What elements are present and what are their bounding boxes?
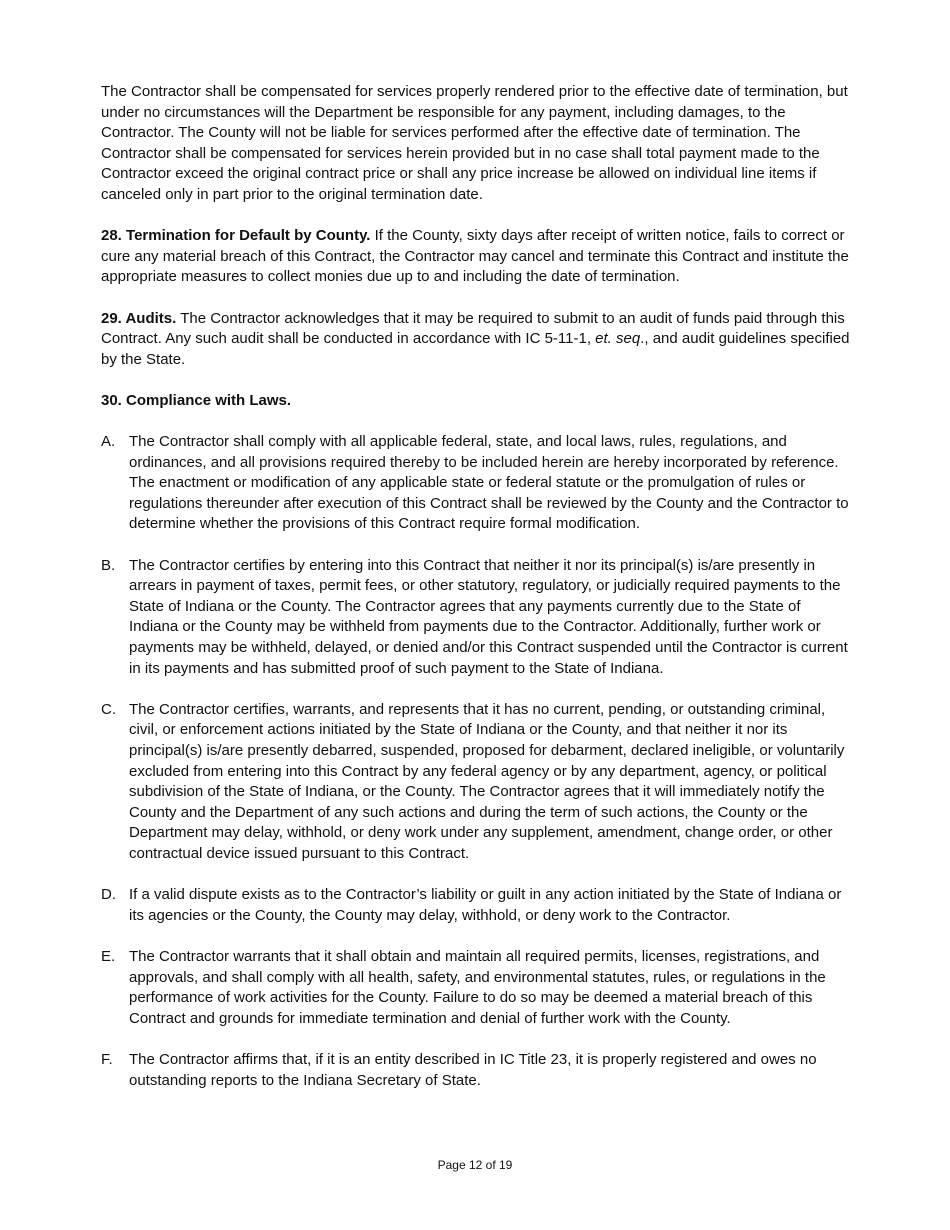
section-29 — [101, 309, 853, 371]
list-text: If a valid dispute exists as to the Contractor’s liability or guilt in any action initiated by the State of Indiana or its agencies or the County, the County may delay, withhold, or deny work to the Contractor. — [129, 886, 842, 924]
list-text: The Contractor certifies, warrants, and represents that it has no current, pending, or outstanding criminal, civil, or enforcement actions initiated by the State of Indiana or the County, and that neither it nor its principal(s) is/are presently debarred, suspended, proposed for debarment, declared ineligible, or voluntarily excluded from entering into this Contract by any federal agency or by any department, agency, or political subdivision of the State of Indiana, or the County. The Contractor agrees that it will immediately notify the County and the Department of any such actions and during the term of such actions, the County or the Department may delay, withhold, or deny work under any supplement, amendment, change order, or other contractual device issued pursuant to this Contract. — [129, 700, 845, 862]
list-item-e — [101, 947, 853, 1029]
section-29-body-b: ., and audit guidelines specified by the State. — [101, 330, 850, 368]
list-item-b — [101, 556, 853, 680]
section-28-heading: 28. Termination for Default by County. — [101, 227, 371, 245]
section-28 — [101, 226, 853, 288]
list-item-f — [101, 1050, 853, 1091]
list-text: The Contractor affirms that, if it is an entity described in IC Title 23, it is properly registered and owes no outstanding reports to the Indiana Secretary of State. — [129, 1050, 817, 1089]
section-28-body: If the County, sixty days after receipt of written notice, fails to correct or cure any material breach of this Contract, the Contractor may cancel and terminate this Contract and institute the appropriate measures to collect monies due up to and including the date of termination. — [101, 227, 849, 286]
list-letter: F. — [101, 1050, 113, 1068]
list-text: The Contractor shall comply with all applicable federal, state, and local laws, rules, regulations, and ordinances, and all provisions required thereby to be included herein are hereby incorporated by reference. The enactment or modification of any applicable state or federal statute or the promulgation of rules or regulations thereunder after execution of this Contract shall be reviewed by the County and the Contractor to determine whether the provisions of this Contract require formal modification. — [129, 433, 849, 533]
page-number: Page 12 of 19 — [437, 1158, 513, 1172]
list-item-c — [101, 700, 853, 865]
section-29-body-a: The Contractor acknowledges that it may be required to submit to an audit of funds paid through this Contract. Any such audit shall be conducted in accordance with IC 5-11-1, — [101, 309, 845, 348]
section-30-heading: 30. Compliance with Laws. — [101, 391, 292, 409]
list-text: The Contractor certifies by entering into this Contract that neither it nor its principal(s) is/are presently in arrears in payment of taxes, permit fees, or other statutory, regulatory, or judicially required payments to the State of Indiana or the County. The Contractor agrees that any payments currently due to the State of Indiana or the County may be withheld from payments due to the Contractor. Additionally, further work or payments may be withheld, delayed, or denied and/or this Contract suspended until the Contractor is current in its payments and has submitted proof of such payment to the State of Indiana. — [129, 556, 848, 677]
section-29-italic: et. seq — [595, 330, 641, 348]
list-letter: B. — [101, 556, 116, 574]
list-item-a — [101, 432, 853, 535]
list-item-d — [101, 885, 853, 926]
list-letter: D. — [101, 886, 116, 904]
list-letter: A. — [101, 433, 116, 451]
intro-paragraph: The Contractor shall be compensated for services properly rendered prior to the effective date of termination, but under no circumstances will the Department be responsible for any payment, including damages, to the Contractor. The County will not be liable for services performed after the effective date of termination. The Contractor shall be compensated for services herein provided but in no case shall total payment made to the Contractor exceed the original contract price or shall any price increase be allowed on individual line items if canceled only in part prior to the original termination date. — [101, 83, 848, 203]
document-page — [101, 82, 853, 1112]
list-letter: E. — [101, 947, 116, 965]
list-letter: C. — [101, 700, 116, 718]
list-text: The Contractor warrants that it shall obtain and maintain all required permits, licenses, registrations, and approvals, and shall comply with all health, safety, and environmental statutes, rules, or regulations in the performance of work activities for the County. Failure to do so may be deemed a material breach of this Contract and grounds for immediate termination and denial of further work with the County. — [129, 947, 826, 1027]
section-29-heading: 29. Audits. — [101, 309, 177, 327]
